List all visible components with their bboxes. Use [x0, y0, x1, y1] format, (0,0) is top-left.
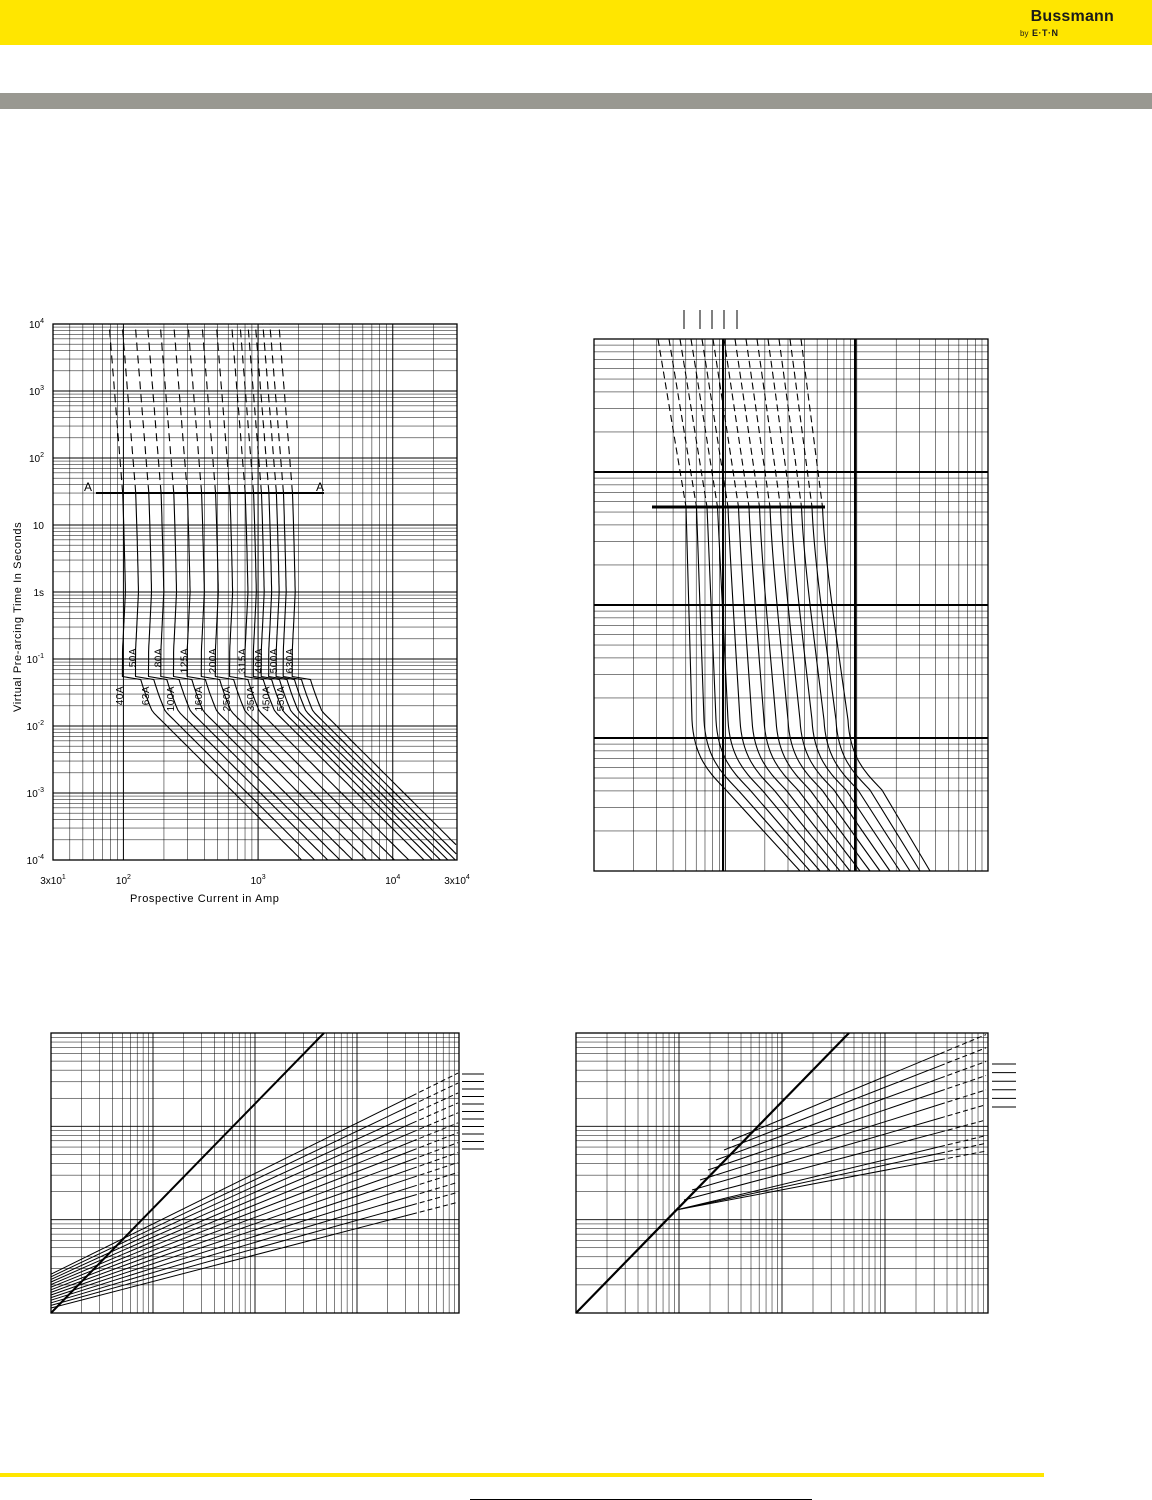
chart4-series-line	[692, 1118, 940, 1190]
chart1-marker-label-right: A	[316, 480, 325, 495]
chart1-series-label: 200A	[207, 648, 219, 674]
chart1-ytick-label: $10^{-1}$	[26, 653, 44, 666]
chart1-series-label: 400A	[253, 648, 265, 674]
chart4-series-line	[676, 1153, 940, 1210]
chart1-xtick-label: $10^2$	[115, 874, 131, 887]
chart1-xtick-label: $10^4$	[385, 874, 401, 887]
chart1-ytick-label: 1s	[33, 588, 44, 599]
chart4-series-line	[684, 1132, 940, 1200]
chart1-xtick-label: $3x10^4$	[444, 874, 470, 887]
chart1-series-label: 450A	[261, 686, 273, 712]
chart1-series-label: 40A	[115, 686, 126, 706]
chart1-xtick-label: $10^3$	[250, 874, 266, 887]
chart1-series-label: 350A	[245, 686, 257, 712]
chart1-series-label: 315A	[237, 648, 249, 674]
chart4-series-line	[724, 1066, 940, 1150]
brand-by: by	[1020, 29, 1029, 38]
footer-bar	[0, 1473, 1044, 1477]
chart1-xtick-label: $3x10^1$	[40, 874, 66, 887]
chart1-marker-label-left: A	[84, 480, 93, 495]
chart1-series-label: 50A	[128, 648, 140, 668]
chart1-ytick-label: $10^{-4}$	[26, 854, 44, 867]
maker-name: E·T·N	[1032, 28, 1059, 38]
chart4-reference-line	[576, 1033, 849, 1313]
chart4-series-line	[716, 1078, 940, 1160]
chart1-ylabel: Virtual Pre-arcing Time In Seconds	[12, 521, 24, 712]
chart1-series-label: 500A	[268, 648, 280, 674]
chart1-series-label: 100A	[166, 686, 178, 712]
brand-name: Bussmann	[1030, 8, 1114, 25]
chart1-series-label: 80A	[153, 648, 165, 668]
chart1-xlabel: Prospective Current in Amp	[130, 893, 280, 905]
chart1-ytick-label: $10^{-3}$	[26, 787, 44, 800]
chart1-series-label: 550A	[275, 686, 287, 712]
chart1-series-label: 630A	[284, 648, 296, 674]
chart1-ytick-label: $10^3$	[28, 385, 44, 398]
chart1-ytick-label: 10	[32, 521, 44, 532]
chart1-ytick-label: $10^4$	[28, 318, 44, 331]
chart1-series-label: 250A	[222, 686, 234, 712]
chart1-series-label: 125A	[179, 648, 191, 674]
chart1-series-label: 63A	[141, 686, 153, 706]
chart1-ytick-label: $10^2$	[28, 452, 44, 465]
chart1-ytick-label: $10^{-2}$	[26, 720, 44, 733]
chart1-series-label: 160A	[193, 686, 205, 712]
